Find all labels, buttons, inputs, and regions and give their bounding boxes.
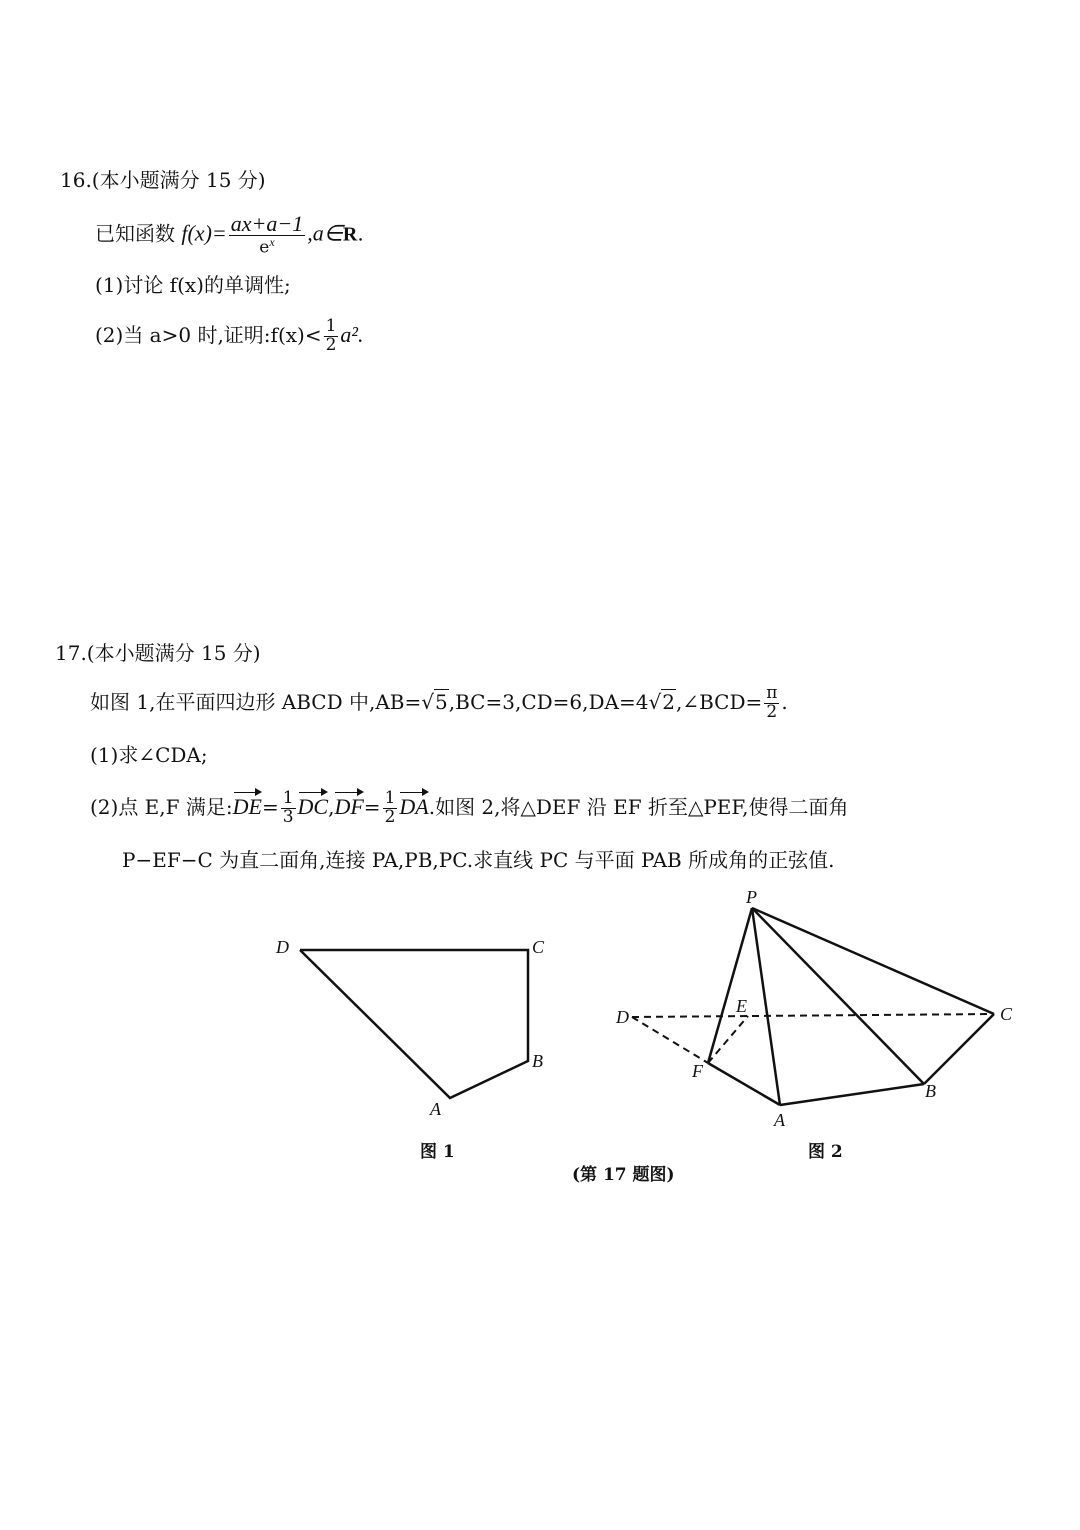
- q16-stem-prefix: 已知函数: [95, 221, 175, 246]
- solid-edges: [708, 908, 994, 1105]
- vec-DE: DE: [232, 793, 262, 819]
- q17-frac1-den: 3: [282, 806, 294, 827]
- q16-part2-suffix: a².: [340, 321, 364, 347]
- q17-sqrt5: √5: [421, 689, 448, 714]
- vec-DA: DA: [399, 793, 429, 819]
- q17-sqrt5-rad: 5: [435, 689, 448, 714]
- q17-part2-prefix: (2)点 E,F 满足:: [90, 794, 233, 819]
- fig2-label-B: B: [925, 1081, 936, 1101]
- q16-fraction: [229, 212, 305, 258]
- fig2-label-P: P: [746, 887, 757, 907]
- figure-2: [600, 880, 1040, 1130]
- fig2-label-F: F: [692, 1061, 703, 1081]
- q16-stem-suffix: ,a∈: [307, 220, 343, 246]
- q16-fx: f(x)=: [181, 220, 227, 246]
- quadrilateral-ABCD: [300, 950, 528, 1098]
- q17-stem-angle: ,∠BCD=: [675, 689, 763, 714]
- q16-header: 16.(本小题满分 15 分): [60, 168, 266, 192]
- fig2-label-C: C: [1000, 1004, 1013, 1024]
- q17-angle-frac: [764, 685, 779, 722]
- edge-DC: [632, 1014, 994, 1017]
- edge-PB: [752, 908, 924, 1084]
- q17-frac2: [383, 790, 398, 827]
- q17-part2: (2)点 E,F 满足:DE= $\frac{1}{3}$ DC,DF= $\frac{1}{2}$ DA.如图 2,将△DEF 沿 EF 折至△PEF,使得二面角: [90, 788, 849, 827]
- figure-group-caption: (第 17 题图): [572, 1165, 675, 1185]
- figure-1: [260, 925, 560, 1125]
- fig2-label-D: D: [616, 1007, 629, 1027]
- q17-stem-end: .: [781, 689, 788, 714]
- q16-part2-frac: [324, 318, 339, 355]
- q17-part2-line2: P−EF−C 为直二面角,连接 PA,PB,PC.求直线 PC 与平面 PAB 所成角的正弦值.: [122, 848, 835, 872]
- q16-frac-den-exp: x: [269, 235, 275, 250]
- q17-frac2-den: 2: [384, 806, 396, 827]
- fig2-label-A: A: [774, 1110, 785, 1130]
- figure-2-caption: 图 2: [808, 1142, 843, 1162]
- fig1-label-A: A: [430, 1099, 441, 1119]
- edge-FA: [708, 1063, 780, 1105]
- edge-BC: [924, 1014, 994, 1084]
- fig1-label-D: D: [276, 937, 289, 957]
- q16-frac-den-base: e: [259, 237, 270, 258]
- vec-DF: DF: [334, 793, 364, 819]
- vec-DC: DC: [297, 793, 329, 819]
- fig1-label-B: B: [532, 1051, 543, 1071]
- q16-part2-prefix: (2)当 a>0 时,证明:f(x)<: [95, 322, 322, 347]
- q17-frac1-num: 1: [282, 788, 294, 808]
- q16-stem-end: .: [357, 221, 364, 246]
- q16-set-R: R: [342, 223, 358, 246]
- q17-part1: (1)求∠CDA;: [90, 743, 208, 767]
- edge-AB: [780, 1084, 924, 1105]
- q16-part2: [95, 318, 364, 355]
- edge-PF: [708, 908, 752, 1063]
- edge-PA: [752, 908, 780, 1105]
- edge-PC: [752, 908, 994, 1014]
- q16-part2-frac-den: 2: [325, 334, 337, 355]
- q16-frac-num: ax+a−1: [230, 211, 304, 236]
- q17-part2-after: .如图 2,将△DEF 沿 EF 折至△PEF,使得二面角: [428, 794, 849, 819]
- q17-header: 17.(本小题满分 15 分): [55, 641, 261, 665]
- q17-sqrt2-rad: 2: [662, 689, 675, 714]
- q17-frac1: [281, 790, 296, 827]
- fig1-label-C: C: [532, 937, 545, 957]
- q17-stem-mid: ,BC=3,CD=6,DA=4: [448, 689, 649, 714]
- q16-stem: [95, 212, 364, 258]
- figure-1-caption: 图 1: [420, 1142, 455, 1162]
- q16-part1: (1)讨论 f(x)的单调性;: [95, 273, 291, 297]
- q17-frac2-num: 1: [384, 788, 396, 808]
- q17-sqrt2: √2: [648, 689, 675, 714]
- q17-angle-num: π: [766, 683, 778, 703]
- q17-angle-den: 2: [766, 701, 778, 722]
- fig2-label-E: E: [736, 996, 747, 1016]
- dashed-edges: [632, 1014, 994, 1063]
- q17-stem-prefix: 如图 1,在平面四边形 ABCD 中,AB=: [90, 689, 422, 714]
- edge-DF: [632, 1017, 708, 1063]
- q17-stem: [90, 685, 788, 722]
- q16-part2-frac-num: 1: [325, 316, 337, 336]
- q16-frac-den: [229, 236, 305, 258]
